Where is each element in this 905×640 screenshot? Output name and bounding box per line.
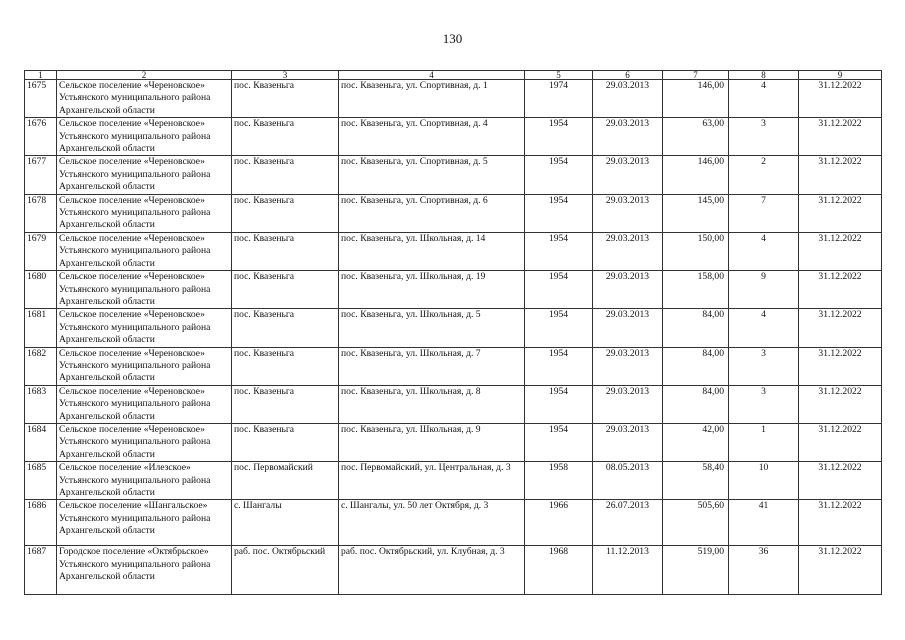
planned-date: 31.12.2022 [799, 423, 882, 461]
column-number: 3 [232, 71, 339, 80]
planned-date: 31.12.2022 [799, 546, 882, 595]
recognition-date: 08.05.2013 [593, 462, 663, 500]
row-number: 1686 [25, 500, 57, 546]
year-built: 1954 [525, 156, 593, 194]
address: пос. Квазеньга, ул. Школьная, д. 14 [339, 232, 525, 270]
table-row [25, 385, 882, 423]
recognition-date: 29.03.2013 [593, 194, 663, 232]
area: 84,00 [663, 347, 729, 385]
address: пос. Квазеньга, ул. Спортивная, д. 1 [339, 80, 525, 118]
locality: пос. Первомайский [232, 462, 339, 500]
column-number-row [25, 71, 882, 80]
settlement-name: Сельское поселение «Череновское» Устьянского муниципального района Архангельской области [57, 271, 232, 309]
address: пос. Квазеньга, ул. Спортивная, д. 4 [339, 118, 525, 156]
table-row [25, 423, 882, 461]
residents-count: 9 [729, 271, 799, 309]
residents-count: 10 [729, 462, 799, 500]
table-row [25, 309, 882, 347]
locality: пос. Квазеньга [232, 80, 339, 118]
area: 145,00 [663, 194, 729, 232]
locality: с. Шангалы [232, 500, 339, 546]
area: 42,00 [663, 423, 729, 461]
locality: пос. Квазеньга [232, 309, 339, 347]
settlement-name: Сельское поселение «Череновское» Устьянского муниципального района Архангельской области [57, 385, 232, 423]
page-number: 130 [442, 31, 463, 46]
address: пос. Квазеньга, ул. Спортивная, д. 5 [339, 156, 525, 194]
table-row [25, 462, 882, 500]
table-row [25, 118, 882, 156]
planned-date: 31.12.2022 [799, 80, 882, 118]
table-row [25, 546, 882, 595]
address: пос. Квазеньга, ул. Спортивная, д. 6 [339, 194, 525, 232]
table-row [25, 80, 882, 118]
residents-count: 1 [729, 423, 799, 461]
area: 146,00 [663, 80, 729, 118]
settlement-name: Сельское поселение «Череновское» Устьянского муниципального района Архангельской области [57, 118, 232, 156]
locality: пос. Квазеньга [232, 232, 339, 270]
address: пос. Квазеньга, ул. Школьная, д. 9 [339, 423, 525, 461]
address: пос. Квазеньга, ул. Школьная, д. 5 [339, 309, 525, 347]
column-number: 7 [663, 71, 729, 80]
recognition-date: 29.03.2013 [593, 118, 663, 156]
locality: пос. Квазеньга [232, 118, 339, 156]
table-row [25, 271, 882, 309]
column-number: 9 [799, 71, 882, 80]
planned-date: 31.12.2022 [799, 232, 882, 270]
residents-count: 4 [729, 80, 799, 118]
address: пос. Первомайский, ул. Центральная, д. 3 [339, 462, 525, 500]
row-number: 1677 [25, 156, 57, 194]
address: пос. Квазеньга, ул. Школьная, д. 8 [339, 385, 525, 423]
year-built: 1954 [525, 232, 593, 270]
area: 63,00 [663, 118, 729, 156]
row-number: 1679 [25, 232, 57, 270]
settlement-name: Сельское поселение «Шангальское» Устьянского муниципального района Архангельской области [57, 500, 232, 546]
row-number: 1678 [25, 194, 57, 232]
table-row [25, 232, 882, 270]
table-row [25, 156, 882, 194]
residents-count: 3 [729, 118, 799, 156]
recognition-date: 26.07.2013 [593, 500, 663, 546]
address: с. Шангалы, ул. 50 лет Октября, д. 3 [339, 500, 525, 546]
locality: пос. Квазеньга [232, 347, 339, 385]
row-number: 1681 [25, 309, 57, 347]
planned-date: 31.12.2022 [799, 385, 882, 423]
residents-count: 2 [729, 156, 799, 194]
column-number: 4 [339, 71, 525, 80]
row-number: 1684 [25, 423, 57, 461]
residents-count: 41 [729, 500, 799, 546]
year-built: 1954 [525, 309, 593, 347]
planned-date: 31.12.2022 [799, 271, 882, 309]
settlement-name: Сельское поселение «Череновское» Устьянского муниципального района Архангельской области [57, 347, 232, 385]
row-number: 1675 [25, 80, 57, 118]
row-number: 1683 [25, 385, 57, 423]
row-number: 1685 [25, 462, 57, 500]
residents-count: 4 [729, 309, 799, 347]
year-built: 1954 [525, 271, 593, 309]
residents-count: 3 [729, 347, 799, 385]
recognition-date: 29.03.2013 [593, 385, 663, 423]
table-row [25, 500, 882, 546]
row-number: 1682 [25, 347, 57, 385]
address: раб. пос. Октябрьский, ул. Клубная, д. 3 [339, 546, 525, 595]
locality: пос. Квазеньга [232, 385, 339, 423]
year-built: 1954 [525, 423, 593, 461]
address: пос. Квазеньга, ул. Школьная, д. 7 [339, 347, 525, 385]
year-built: 1968 [525, 546, 593, 595]
locality: пос. Квазеньга [232, 156, 339, 194]
housing-table [24, 70, 882, 595]
planned-date: 31.12.2022 [799, 462, 882, 500]
settlement-name: Сельское поселение «Череновское» Устьянского муниципального района Архангельской области [57, 423, 232, 461]
row-number: 1676 [25, 118, 57, 156]
address: пос. Квазеньга, ул. Школьная, д. 19 [339, 271, 525, 309]
year-built: 1974 [525, 80, 593, 118]
area: 519,00 [663, 546, 729, 595]
area: 58,40 [663, 462, 729, 500]
year-built: 1958 [525, 462, 593, 500]
column-number: 2 [57, 71, 232, 80]
settlement-name: Сельское поселение «Череновское» Устьянского муниципального района Архангельской области [57, 156, 232, 194]
year-built: 1954 [525, 118, 593, 156]
recognition-date: 29.03.2013 [593, 347, 663, 385]
settlement-name: Сельское поселение «Илезское» Устьянского муниципального района Архангельской области [57, 462, 232, 500]
column-number: 5 [525, 71, 593, 80]
area: 84,00 [663, 385, 729, 423]
row-number: 1680 [25, 271, 57, 309]
year-built: 1954 [525, 194, 593, 232]
recognition-date: 11.12.2013 [593, 546, 663, 595]
planned-date: 31.12.2022 [799, 500, 882, 546]
locality: пос. Квазеньга [232, 271, 339, 309]
residents-count: 4 [729, 232, 799, 270]
area: 146,00 [663, 156, 729, 194]
settlement-name: Сельское поселение «Череновское» Устьянского муниципального района Архангельской области [57, 232, 232, 270]
planned-date: 31.12.2022 [799, 194, 882, 232]
locality: пос. Квазеньга [232, 423, 339, 461]
column-number: 6 [593, 71, 663, 80]
locality: пос. Квазеньга [232, 194, 339, 232]
residents-count: 36 [729, 546, 799, 595]
area: 158,00 [663, 271, 729, 309]
planned-date: 31.12.2022 [799, 156, 882, 194]
recognition-date: 29.03.2013 [593, 232, 663, 270]
area: 150,00 [663, 232, 729, 270]
row-number: 1687 [25, 546, 57, 595]
table-row [25, 347, 882, 385]
settlement-name: Сельское поселение «Череновское» Устьянского муниципального района Архангельской области [57, 309, 232, 347]
planned-date: 31.12.2022 [799, 347, 882, 385]
residents-count: 7 [729, 194, 799, 232]
planned-date: 31.12.2022 [799, 118, 882, 156]
locality: раб. пос. Октябрьский [232, 546, 339, 595]
recognition-date: 29.03.2013 [593, 423, 663, 461]
column-number: 1 [25, 71, 57, 80]
area: 505,60 [663, 500, 729, 546]
table-row [25, 194, 882, 232]
settlement-name: Сельское поселение «Череновское» Устьянского муниципального района Архангельской области [57, 80, 232, 118]
area: 84,00 [663, 309, 729, 347]
year-built: 1954 [525, 385, 593, 423]
settlement-name: Городское поселение «Октябрьское» Устьянского муниципального района Архангельской области [57, 546, 232, 595]
column-number: 8 [729, 71, 799, 80]
settlement-name: Сельское поселение «Череновское» Устьянского муниципального района Архангельской области [57, 194, 232, 232]
planned-date: 31.12.2022 [799, 309, 882, 347]
residents-count: 3 [729, 385, 799, 423]
year-built: 1966 [525, 500, 593, 546]
recognition-date: 29.03.2013 [593, 309, 663, 347]
recognition-date: 29.03.2013 [593, 271, 663, 309]
recognition-date: 29.03.2013 [593, 80, 663, 118]
year-built: 1954 [525, 347, 593, 385]
recognition-date: 29.03.2013 [593, 156, 663, 194]
